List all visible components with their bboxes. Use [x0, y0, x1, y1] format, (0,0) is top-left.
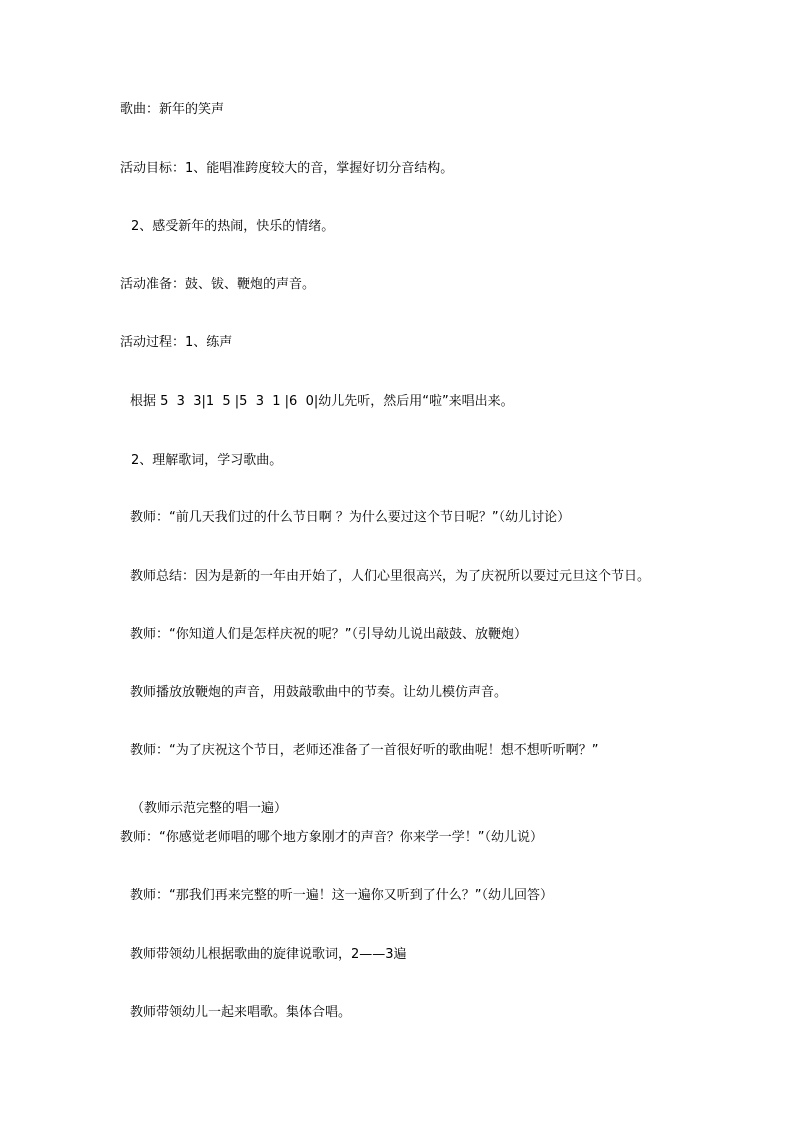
- activity-preparation: 活动准备：鼓、钹、鞭炮的声音。: [120, 277, 316, 292]
- activity-goal-1: 活动目标：1、能唱准跨度较大的音，掌握好切分音结构。: [120, 161, 454, 176]
- teacher-question-1: 教师：“前几天我们过的什么节日啊 ？为什么要过这个节日呢？”（幼儿讨论）: [130, 510, 571, 525]
- teacher-question-5: 教师：“那我们再来完整的听一遍！这一遍你又听到了什么？”（幼儿回答）: [130, 888, 553, 903]
- activity-process-title: 活动过程：1、练声: [120, 335, 233, 350]
- demo-note: （教师示范完整的唱一遍）: [131, 801, 288, 816]
- teacher-question-2: 教师：“你知道人们是怎样庆祝的呢？”（引导幼儿说出敲鼓、放鞭炮）: [130, 627, 527, 642]
- vocal-practice: 根据 5 3 3|1 5 |5 3 1 |6 0|幼儿先听，然后用“啦”来唱出来。: [130, 394, 514, 409]
- teacher-play-sound: 教师播放放鞭炮的声音，用鼓敲歌曲中的节奏。让幼儿模仿声音。: [130, 685, 508, 700]
- activity-goal-2: 2、感受新年的热闹，快乐的情绪。: [131, 219, 335, 234]
- song-title: 歌曲：新年的笑声: [120, 102, 225, 117]
- teacher-question-3: 教师：“为了庆祝这个节日，老师还准备了一首很好听的歌曲呢！想不想听听啊？”: [130, 743, 599, 758]
- teacher-summary: 教师总结：因为是新的一年由开始了，人们心里很高兴，为了庆祝所以要过元旦这个节日。: [130, 569, 651, 584]
- teacher-lead-1: 教师带领幼儿根据歌曲的旋律说歌词，2——3遍: [130, 947, 407, 962]
- step-2: 2、理解歌词，学习歌曲。: [131, 453, 283, 468]
- teacher-lead-2: 教师带领幼儿一起来唱歌。集体合唱。: [130, 1005, 352, 1020]
- teacher-question-4: 教师：“你感觉老师唱的哪个地方象刚才的声音？你来学一学！”（幼儿说）: [120, 830, 543, 845]
